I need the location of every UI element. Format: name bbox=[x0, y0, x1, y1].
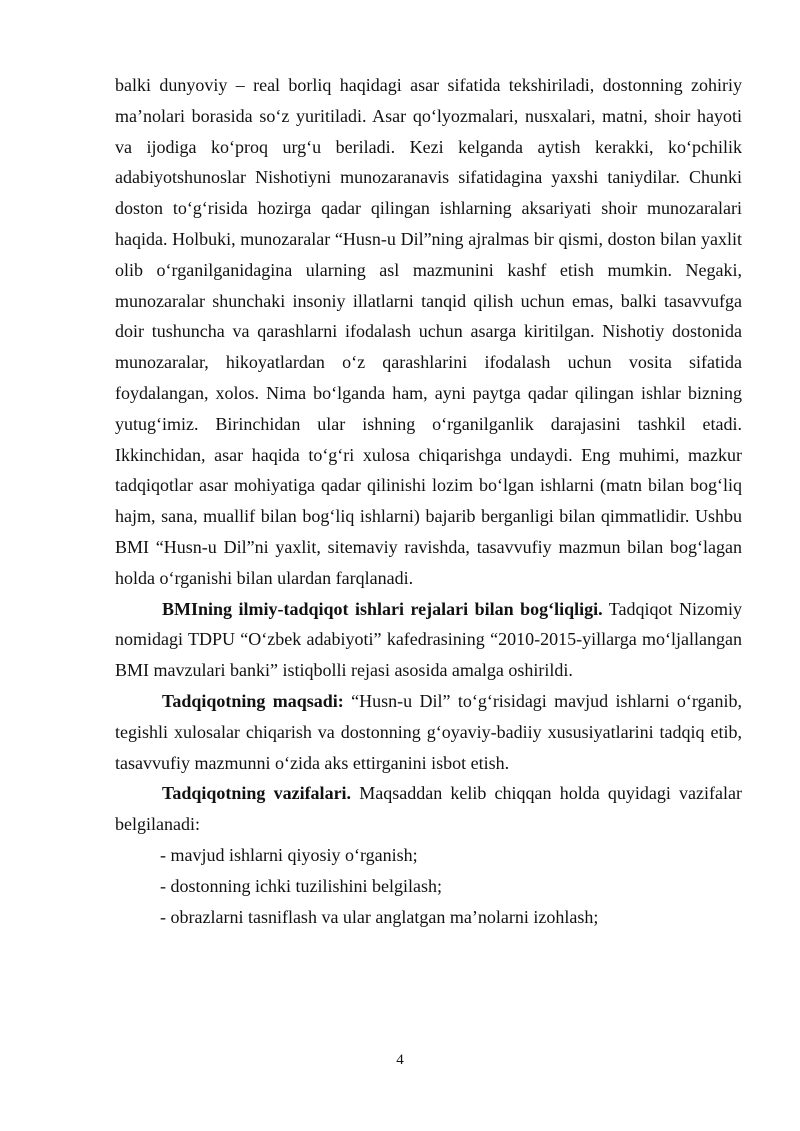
paragraph-heading: Tadqiqotning maqsadi: bbox=[162, 690, 344, 711]
paragraph-text: balki dunyoviy – real borliq haqidagi asar sifatida tekshiriladi, dostonning zohiriy ma’nolari borasida so‘z yuritiladi. Asar qo‘lyozmalari, nusxalari, matni, shoir hayoti va ijodiga ko‘proq urg‘u beriladi. Kezi kelganda aytish kerakki, ko‘pchilik adabiyotshunoslar Nishotiyni munozaranavis sifatidagina yaxshi taniydilar. Chunki doston to‘g‘risida hozirga qadar qilingan ishlarning aksariyati shoir munozaralari haqida. Holbuki, munozaralar “Husn-u Dil”ning ajralmas bir qismi, doston bilan yaxlit olib o‘rganilganidagina ularning asl mazmunini kashf etish mumkin. Negaki, munozaralar shunchaki insoniy illatlarni tanqid qilish uchun emas, balki tasavvufga doir tushuncha va qarashlarni ifodalash uchun asarga kiritilgan. Nishotiy dostonida munozaralar, hikoyatlardan o‘z qarashlarini ifodalash uchun vosita sifatida foydalangan, xolos. Nima bo‘lganda ham, ayni paytga qadar qilingan ishlar bizning yutug‘imiz. Birinchidan ular ishning o‘rganilganlik darajasini tashkil etadi. Ikkinchidan, asar haqida to‘g‘ri xulosa chiqarishga undaydi. Eng muhimi, mazkur tadqiqotlar asar mohiyatiga qadar qilinishi lozim bo‘lgan ishlarni (matn bilan bog‘liq hajm, sana, muallif bilan bog‘liq ishlarni) bajarib berganligi bilan qimmatlidir. Ushbu BMI “Husn-u Dil”ni yaxlit, sitemaviy ravishda, tasavvufiy mazmun bilan bog‘lagan holda o‘rganishi bilan ulardan farqlanadi. bbox=[115, 75, 742, 588]
page-body bbox=[115, 70, 742, 932]
page-number: 4 bbox=[396, 1052, 404, 1068]
paragraph-heading: BMIning ilmiy-tadqiqot ishlari rejalari bilan bog‘liqligi. bbox=[162, 598, 603, 619]
list-item: - obrazlarni tasniflash va ular anglatgan ma’nolarni izohlash; bbox=[160, 906, 599, 927]
paragraph-research-plans bbox=[115, 594, 742, 686]
list-item: - mavjud ishlarni qiyosiy o‘rganish; bbox=[160, 844, 418, 865]
paragraph-heading: Tadqiqotning vazifalari. bbox=[162, 783, 352, 804]
paragraph-text: Tadqiqot Nizomiy nomidagi TDPU “O‘zbek adabiyoti” kafedrasining “2010-2015-yillarga mo‘ljallangan BMI mavzulari banki” istiqbolli rejasi asosida amalga oshirildi. bbox=[115, 598, 742, 681]
paragraph-text: Maqsaddan kelib chiqqan holda quyidagi vazifalar belgilanadi: bbox=[115, 783, 742, 835]
paragraph-research-goal bbox=[115, 686, 742, 778]
paragraph-text: “Husn-u Dil” to‘g‘risidagi mavjud ishlarni o‘rganib, tegishli xulosalar chiqarish va dostonning g‘oyaviy-badiiy xususiyatlarini tadqiq etib, tasavvufiy mazmunni o‘zida aks ettirganini isbot etish. bbox=[115, 690, 743, 773]
paragraph-continuation bbox=[115, 70, 742, 594]
list-item: - dostonning ichki tuzilishini belgilash; bbox=[160, 875, 442, 896]
paragraph-research-tasks bbox=[115, 778, 742, 840]
